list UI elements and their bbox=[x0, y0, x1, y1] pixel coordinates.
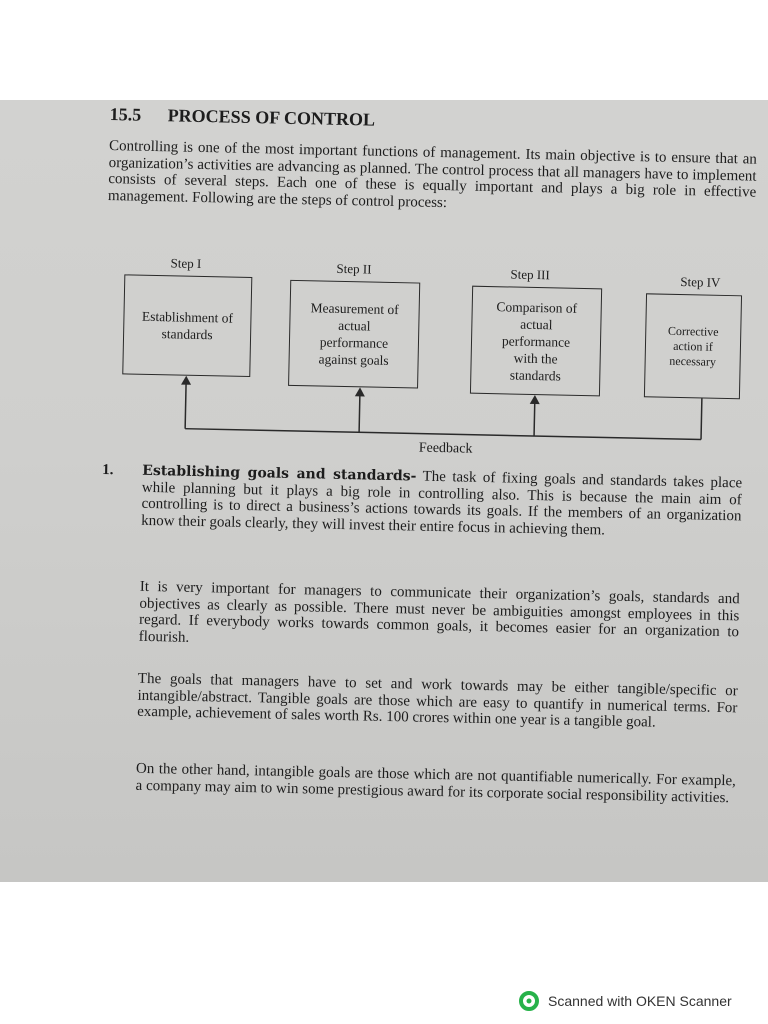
section-title: PROCESS OF CONTROL bbox=[167, 105, 376, 130]
feedback-arrow-step-2 bbox=[359, 393, 360, 432]
feedback-connector bbox=[701, 399, 702, 440]
arrowhead-step-2 bbox=[355, 387, 365, 396]
list-item-heading: Establishing goals and standards- bbox=[142, 462, 417, 485]
step-3-label: Step III bbox=[510, 266, 550, 283]
body-paragraph: On the other hand, intangible goals are those which are not quantifiable numerically. For example, a company may aim to win some prestigious award for its corporate social responsibility activities. bbox=[135, 760, 737, 806]
oken-logo-icon bbox=[518, 990, 540, 1012]
body-paragraph: It is very important for managers to communicate their organization’s goals, standards and objectives as clearly as possible. There must never be ambiguities amongst employees in this regard. If everybody works towards common goals, it becomes easier for an organization to flourish. bbox=[138, 578, 740, 646]
list-item-text: The task of fixing goals and standards takes place while planning but it plays a big role in controlling also. This is because the main aim of controlling is to direct a business’s actions towards its goals. If the members of an organization know their goals clearly, they will invest their entire focus in achieving them. bbox=[141, 468, 743, 539]
arrowhead-step-1 bbox=[181, 376, 191, 385]
step-3-line: performance bbox=[501, 332, 571, 350]
section-number: 15.5 bbox=[109, 104, 142, 125]
step-3-line: actual bbox=[520, 316, 553, 332]
intro-paragraph: Controlling is one of the most important functions of management. Its main objective is to ensure that an organization’s activities are advancing as planned. The control process that all managers have to implement consists of several steps. Each one of these is equally important and plays a big role in effective management. Following are the steps of control process: bbox=[107, 138, 758, 211]
list-item-body bbox=[141, 463, 742, 542]
feedback-arrow-step-1 bbox=[185, 382, 186, 429]
arrowhead-step-3 bbox=[530, 395, 540, 404]
feedback-label: Feedback bbox=[418, 440, 473, 457]
scanner-watermark bbox=[518, 990, 732, 1012]
step-4-line: necessary bbox=[669, 353, 717, 369]
step-1-line: standards bbox=[161, 326, 213, 343]
step-3-line: Comparison of bbox=[496, 298, 578, 316]
section-heading bbox=[109, 104, 375, 131]
feedback-loop-arrows bbox=[121, 252, 745, 465]
step-3-line: standards bbox=[509, 366, 561, 384]
list-item-number: 1. bbox=[102, 461, 114, 479]
list-item bbox=[102, 461, 750, 539]
step-1-line: Establishment of bbox=[141, 308, 234, 326]
step-3-line: with the bbox=[513, 350, 558, 366]
step-2-line: against goals bbox=[318, 351, 389, 368]
textbook-page bbox=[102, 100, 758, 806]
step-2-label: Step II bbox=[336, 260, 372, 277]
step-2-line: performance bbox=[319, 334, 389, 351]
scanned-page bbox=[0, 100, 768, 882]
feedback-line bbox=[185, 429, 701, 440]
body-paragraph: The goals that managers have to set and work towards may be either tangible/specific or intangible/abstract. Tangible goals are those which are easy to quantify in numerical terms. For example, achievement of sales worth Rs. 100 crores within one year is a tangible goal. bbox=[137, 670, 738, 731]
step-2-line: Measurement of bbox=[310, 300, 399, 318]
step-1-label: Step I bbox=[170, 255, 202, 271]
step-2-line: actual bbox=[338, 317, 371, 334]
step-4-line: Corrective bbox=[667, 323, 719, 339]
control-process-diagram bbox=[121, 252, 745, 465]
feedback-arrow-step-3 bbox=[534, 401, 535, 436]
step-4-line: action if bbox=[673, 338, 713, 354]
watermark-text: Scanned with OKEN Scanner bbox=[548, 993, 732, 1009]
step-4-label: Step IV bbox=[680, 274, 721, 290]
